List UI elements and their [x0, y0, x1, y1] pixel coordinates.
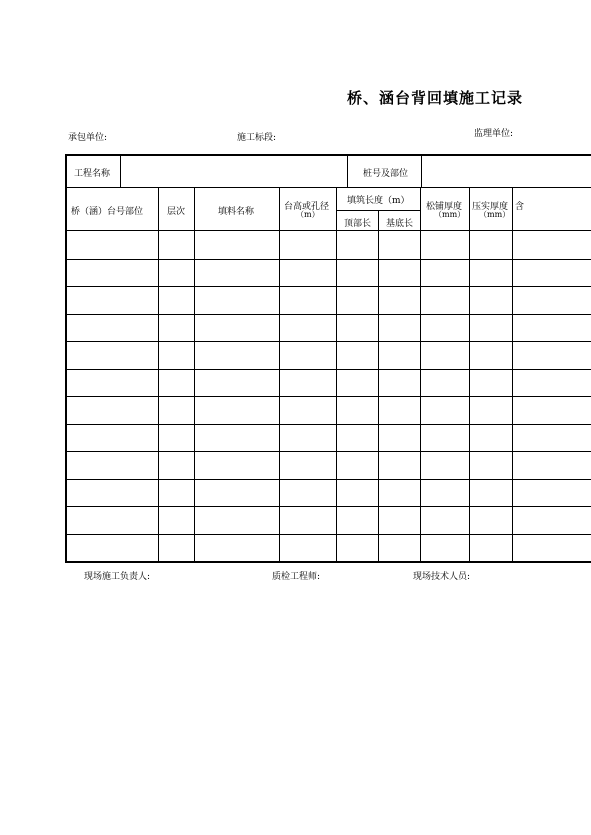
- table-row-divider: [65, 341, 591, 342]
- project-name-label: 工程名称: [74, 169, 111, 179]
- header-compact-line2: （mm）: [479, 210, 511, 219]
- table-top-border: [65, 154, 591, 156]
- header-moisture-partial: 含: [515, 202, 525, 212]
- site-manager-label: 现场施工负责人:: [84, 572, 151, 582]
- supervisor-label: 监理单位:: [474, 129, 514, 139]
- col-divider-5: [378, 210, 379, 562]
- project-label-divider: [120, 155, 121, 188]
- header-base-length: 基底长: [386, 219, 414, 229]
- header-compact-line1: 压实厚度: [472, 202, 509, 212]
- table-row-divider: [65, 479, 591, 480]
- header-height-line1: 台高或孔径: [284, 202, 330, 212]
- header-height-line2: （m）: [296, 210, 320, 219]
- station-label-divider: [421, 155, 422, 188]
- form-title: 桥、涵台背回填施工记录: [347, 89, 524, 107]
- contractor-label: 承包单位:: [68, 133, 108, 143]
- header-top-length: 顶部长: [344, 219, 372, 229]
- table-left-border: [65, 154, 67, 562]
- qc-engineer-label: 质检工程师:: [272, 572, 321, 582]
- table-row-divider: [65, 534, 591, 535]
- header-fill-length: 填筑长度（m）: [347, 196, 410, 206]
- header-loose-line2: （mm）: [434, 210, 466, 219]
- section-label: 施工标段:: [237, 133, 277, 143]
- table-row-divider: [65, 259, 591, 260]
- table-row-divider: [65, 369, 591, 370]
- table-row-divider: [65, 286, 591, 287]
- table-row-divider: [65, 314, 591, 315]
- site-tech-label: 现场技术人员:: [413, 572, 471, 582]
- header-layer: 层次: [167, 207, 186, 217]
- project-value-divider: [347, 155, 348, 188]
- table-row-divider: [65, 451, 591, 452]
- table-row-divider: [65, 506, 591, 507]
- table-row-divider: [65, 396, 591, 397]
- header-fill-name: 填料名称: [218, 207, 255, 217]
- header-abutment-location: 桥（涵）台号部位: [71, 207, 144, 217]
- station-label: 桩号及部位: [363, 169, 409, 179]
- header-loose-line1: 松铺厚度: [426, 202, 463, 212]
- table-row-divider: [65, 424, 591, 425]
